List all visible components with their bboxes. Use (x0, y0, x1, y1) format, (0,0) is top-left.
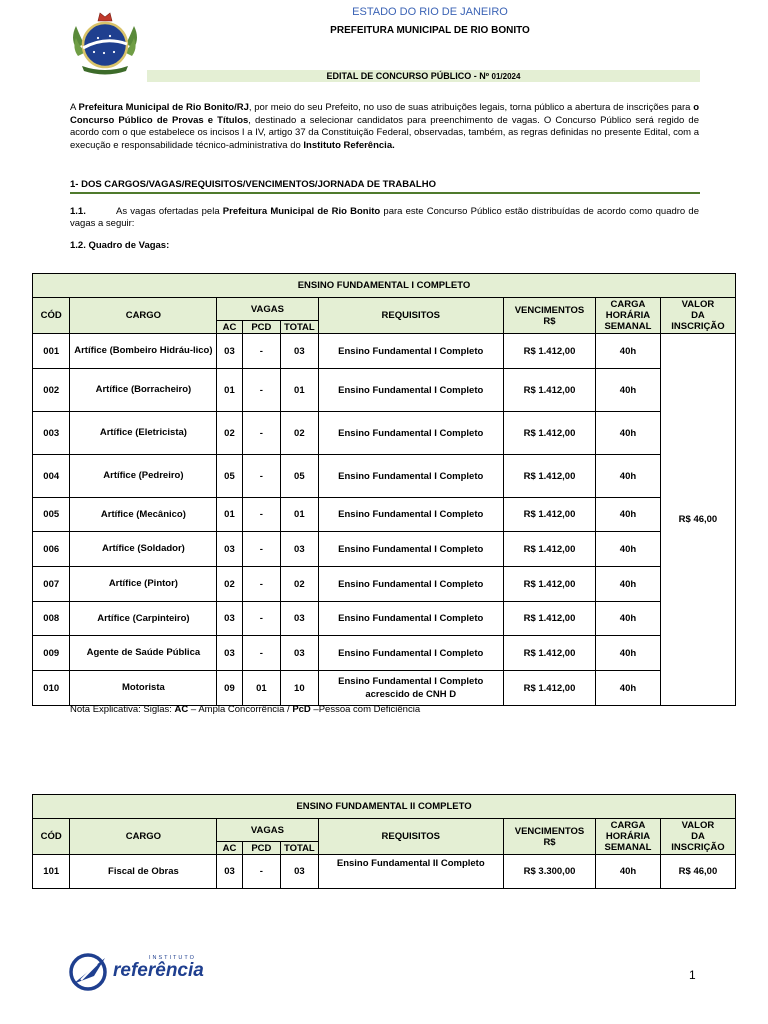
row-total: 03 (281, 602, 318, 636)
row-total: 03 (281, 855, 318, 889)
table-row (33, 334, 736, 369)
table-row (33, 412, 736, 455)
row-total: 01 (281, 369, 318, 412)
row-ac: 03 (217, 532, 242, 567)
header-valor-inscricao: VALOR DA INSCRIÇÃO (660, 298, 735, 334)
row-cod: 008 (33, 602, 70, 636)
note-text-1: Nota Explicativa: Siglas: (70, 704, 175, 715)
row-cod: 001 (33, 334, 70, 369)
intro-bold-2: o Concurso Público de Provas e Títulos (70, 102, 699, 126)
row-total: 01 (281, 498, 318, 532)
section-divider (70, 192, 700, 194)
row-cargo: Artífice (Mecânico) (70, 498, 217, 532)
row-ac: 09 (217, 671, 242, 706)
row-total: 03 (281, 334, 318, 369)
referencia-logo-icon (67, 950, 109, 992)
row-pcd: - (242, 636, 280, 671)
row-total: 10 (281, 671, 318, 706)
row-pcd: - (242, 855, 280, 889)
intro-bold-1: Prefeitura Municipal de Rio Bonito/RJ (78, 102, 249, 113)
edital-title-text: EDITAL DE CONCURSO PÚBLICO - Nº (326, 71, 492, 81)
row-vencimentos: R$ 1.412,00 (503, 334, 595, 369)
row-requisitos: Ensino Fundamental II Completo (318, 855, 503, 889)
table-title: ENSINO FUNDAMENTAL II COMPLETO (33, 795, 736, 819)
row-carga: 40h (596, 671, 661, 706)
intro-bold-3: Instituto Referência. (303, 139, 395, 151)
row-pcd: - (242, 412, 280, 455)
row-total: 03 (281, 636, 318, 671)
row-requisitos: Ensino Fundamental I Completo acrescido de CNH D (318, 671, 503, 706)
row-cargo: Artífice (Borracheiro) (70, 369, 217, 412)
header-cod: CÓD (33, 819, 70, 855)
row-cargo: Artífice (Carpinteiro) (70, 602, 217, 636)
note-text-2: – Ampla Concorrência / (188, 704, 293, 715)
row-cod: 002 (33, 369, 70, 412)
row-requisitos: Ensino Fundamental I Completo (318, 455, 503, 498)
row-ac: 01 (217, 498, 242, 532)
row-requisitos: Ensino Fundamental I Completo (318, 334, 503, 369)
row-cod: 006 (33, 532, 70, 567)
section-1-heading: 1- DOS CARGOS/VAGAS/REQUISITOS/VENCIMENTOS/JORNADA DE TRABALHO (70, 179, 436, 190)
row-cargo: Artífice (Pintor) (70, 567, 217, 602)
municipality-name: PREFEITURA MUNICIPAL DE RIO BONITO (330, 25, 530, 36)
row-cod: 004 (33, 455, 70, 498)
row-ac: 03 (217, 636, 242, 671)
row-total: 02 (281, 567, 318, 602)
header-cargo: CARGO (70, 298, 217, 334)
row-vencimentos: R$ 1.412,00 (503, 369, 595, 412)
row-vencimentos: R$ 3.300,00 (503, 855, 595, 889)
note-bold-pcd: PcD (292, 704, 311, 715)
header-requisitos: REQUISITOS (318, 819, 503, 855)
p11-text-1: As vagas ofertadas pela (116, 206, 223, 217)
p11-text-2: para este Concurso Público estão distribuídas de acordo como quadro de vagas a seguir: (70, 206, 699, 229)
intro-text-1: A (70, 102, 79, 113)
header-carga-horaria: CARGA HORÁRIA SEMANAL (596, 298, 661, 334)
row-carga: 40h (596, 567, 661, 602)
header-ac: AC (217, 842, 242, 855)
header-valor-inscricao: VALOR DA INSCRIÇÃO (660, 819, 735, 855)
row-pcd: - (242, 532, 280, 567)
edital-title (147, 70, 700, 82)
header-vagas: VAGAS (217, 298, 318, 321)
row-ac: 05 (217, 455, 242, 498)
row-total: 02 (281, 412, 318, 455)
header-total: TOTAL (281, 321, 318, 334)
header-vagas: VAGAS (217, 819, 318, 842)
row-pcd: - (242, 369, 280, 412)
row-vencimentos: R$ 1.412,00 (503, 455, 595, 498)
table-row (33, 855, 736, 889)
edital-number: 01/2024 (491, 72, 521, 81)
row-cargo: Agente de Saúde Pública (70, 636, 217, 671)
logo-name: referência (113, 960, 204, 981)
row-requisitos: Ensino Fundamental I Completo (318, 636, 503, 671)
row-vencimentos: R$ 1.412,00 (503, 532, 595, 567)
row-vencimentos: R$ 1.412,00 (503, 602, 595, 636)
note-text-3: –Pessoa com Deficiência (310, 704, 421, 715)
state-name: ESTADO DO RIO DE JANEIRO (352, 6, 508, 18)
intro-text-2: , por meio do seu Prefeito, no uso de suas atribuições legais, torna público a abertura de inscrições para (248, 102, 694, 113)
header-cargo: CARGO (70, 819, 217, 855)
row-cargo: Motorista (70, 671, 217, 706)
row-cod: 003 (33, 412, 70, 455)
row-vencimentos: R$ 1.412,00 (503, 498, 595, 532)
row-vencimentos: R$ 1.412,00 (503, 567, 595, 602)
row-pcd: - (242, 498, 280, 532)
header-requisitos: REQUISITOS (318, 298, 503, 334)
header-carga-horaria: CARGA HORÁRIA SEMANAL (596, 819, 661, 855)
row-cargo: Artífice (Soldador) (70, 532, 217, 567)
logo-subtitle: INSTITUTO (149, 955, 196, 961)
row-vencimentos: R$ 1.412,00 (503, 412, 595, 455)
row-requisitos: Ensino Fundamental I Completo (318, 567, 503, 602)
row-carga: 40h (596, 532, 661, 567)
note-bold-ac: AC (174, 704, 189, 715)
header-vencimentos: VENCIMENTOS R$ (503, 819, 595, 855)
row-cod: 101 (33, 855, 70, 889)
vacancies-table-fundamental-2 (32, 794, 736, 889)
header-total: TOTAL (281, 842, 318, 855)
row-valor-inscricao: R$ 46,00 (660, 855, 735, 889)
row-requisitos: Ensino Fundamental I Completo (318, 532, 503, 567)
row-requisitos: Ensino Fundamental I Completo (318, 412, 503, 455)
row-cod: 005 (33, 498, 70, 532)
row-carga: 40h (596, 602, 661, 636)
row-pcd: 01 (242, 671, 280, 706)
row-ac: 03 (217, 334, 242, 369)
paragraph-1-1 (70, 206, 699, 229)
row-carga: 40h (596, 636, 661, 671)
row-valor-inscricao: R$ 46,00 (660, 334, 735, 706)
row-cod: 010 (33, 671, 70, 706)
row-pcd: - (242, 455, 280, 498)
table-row (33, 455, 736, 498)
row-pcd: - (242, 602, 280, 636)
p11-bold: Prefeitura Municipal de Rio Bonito (222, 206, 381, 217)
table-title: ENSINO FUNDAMENTAL I COMPLETO (33, 274, 736, 298)
row-ac: 03 (217, 855, 242, 889)
row-vencimentos: R$ 1.412,00 (503, 671, 595, 706)
row-cargo: Fiscal de Obras (70, 855, 217, 889)
vacancies-table-fundamental-1 (32, 273, 736, 706)
header-ac: AC (217, 321, 242, 334)
intro-paragraph (70, 102, 699, 152)
row-carga: 40h (596, 498, 661, 532)
table-row (33, 567, 736, 602)
table-row (33, 532, 736, 567)
row-ac: 03 (217, 602, 242, 636)
row-total: 05 (281, 455, 318, 498)
row-carga: 40h (596, 455, 661, 498)
page-number: 1 (689, 968, 696, 982)
row-pcd: - (242, 567, 280, 602)
header-cod: CÓD (33, 298, 70, 334)
header-pcd: PCD (242, 842, 280, 855)
rio-bonito-crest-icon (68, 8, 142, 76)
row-cargo: Artífice (Eletricista) (70, 412, 217, 455)
row-pcd: - (242, 334, 280, 369)
row-ac: 02 (217, 567, 242, 602)
row-carga: 40h (596, 369, 661, 412)
intro-text-3: , destinado a selecionar candidatos para preenchimento de vagas. O Concurso Público será regido de acordo com o que estabelece os incisos I a IV, artigo 37 da Constituição Federal, observadas, também, as regras definidas no presente Edital, com a execução e responsabilidade técnico-administrativa do (70, 114, 699, 151)
table-row (33, 498, 736, 532)
table-row (33, 671, 736, 706)
header-pcd: PCD (242, 321, 280, 334)
row-cod: 009 (33, 636, 70, 671)
row-ac: 02 (217, 412, 242, 455)
header-vencimentos: VENCIMENTOS R$ (503, 298, 595, 334)
row-requisitos: Ensino Fundamental I Completo (318, 498, 503, 532)
table-row (33, 369, 736, 412)
explanatory-note (70, 704, 420, 715)
row-ac: 01 (217, 369, 242, 412)
row-cod: 007 (33, 567, 70, 602)
row-requisitos: Ensino Fundamental I Completo (318, 369, 503, 412)
row-cargo: Artífice (Bombeiro Hidráu-lico) (70, 334, 217, 369)
paragraph-1-2: 1.2. Quadro de Vagas: (70, 240, 170, 251)
row-carga: 40h (596, 334, 661, 369)
table-row (33, 636, 736, 671)
table-row (33, 602, 736, 636)
row-carga: 40h (596, 412, 661, 455)
paragraph-number: 1.1. (70, 206, 86, 217)
row-total: 03 (281, 532, 318, 567)
row-cargo: Artífice (Pedreiro) (70, 455, 217, 498)
row-carga: 40h (596, 855, 661, 889)
row-vencimentos: R$ 1.412,00 (503, 636, 595, 671)
instituto-referencia-logo (67, 950, 227, 992)
row-requisitos: Ensino Fundamental I Completo (318, 602, 503, 636)
